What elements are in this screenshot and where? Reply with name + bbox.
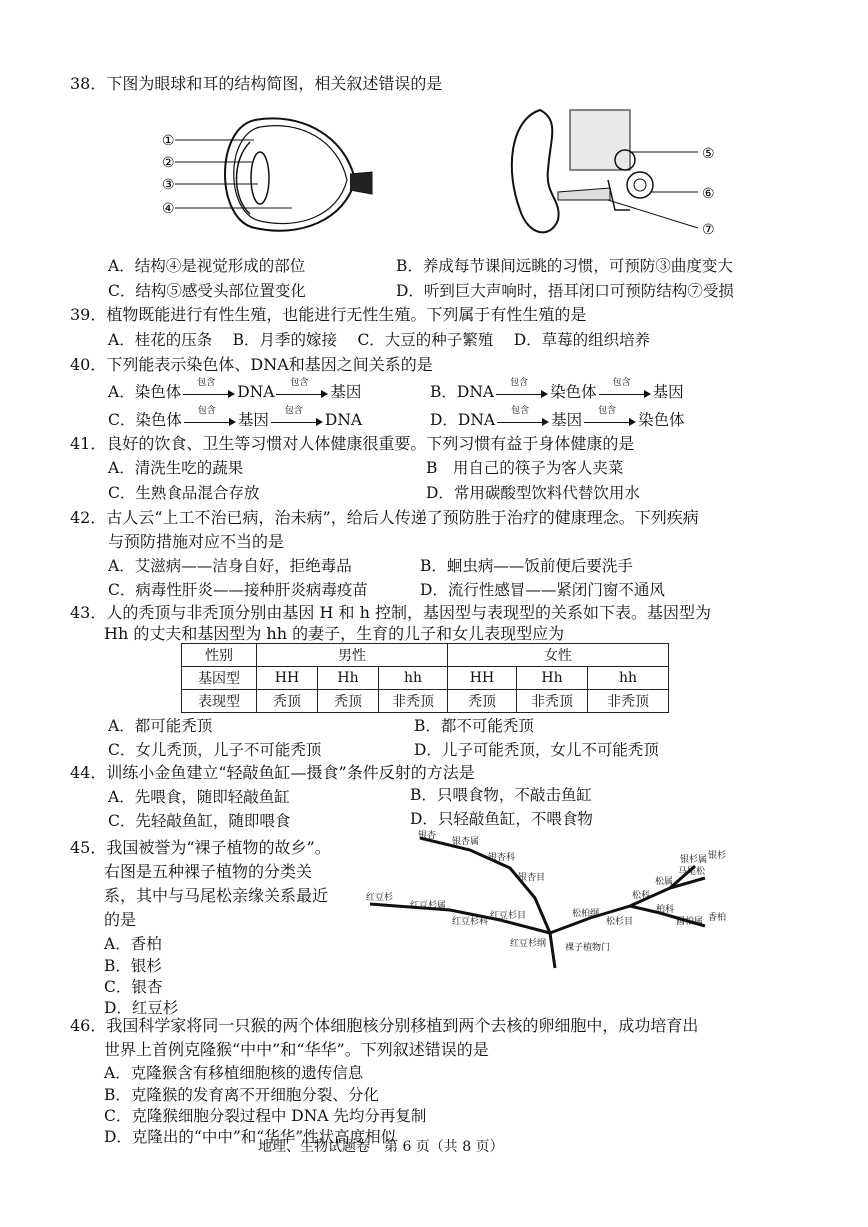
q40-c-left: C．染色体 <box>108 411 182 429</box>
tree-node: 银杏 <box>418 831 437 841</box>
table-cell: Hh <box>517 667 588 690</box>
q40-stem: 40．下列能表示染色体、DNA和基因之间关系的是 <box>70 355 433 374</box>
eye-label-1: ① <box>162 133 175 149</box>
contains-arrow-icon: 包含 <box>599 387 651 399</box>
ear-diagram <box>500 100 740 250</box>
q39-stem: 39．植物既能进行有性生殖，也能进行无性生殖。下列属于有性生殖的是 <box>70 305 587 324</box>
q41-option-c: C．生熟食品混合存放 <box>108 484 260 502</box>
q45-stem-line4: 的是 <box>104 910 137 929</box>
q40-option-a <box>108 378 362 402</box>
gymnosperm-tree-diagram <box>360 828 740 978</box>
q46-option-c: C．克隆猴细胞分裂过程中 DNA 先均分再复制 <box>104 1107 427 1125</box>
eye-label-3: ③ <box>162 177 175 193</box>
q41-option-b: B 用自己的筷子为客人夹菜 <box>426 459 624 477</box>
q46-option-d: D．克隆出的“中中”和“华华”性状高度相似 <box>104 1128 397 1146</box>
page-footer: 地理、生物试题卷 第 6 页（共 8 页） <box>258 1139 504 1155</box>
q44-option-a: A．先喂食，随即轻敲鱼缸 <box>108 788 290 806</box>
q43-option-b: B．都不可能秃顶 <box>414 717 534 735</box>
table-cell: hh <box>588 667 669 690</box>
q40-option-b <box>430 378 684 402</box>
q42-stem-line2: 与预防措施对应不当的是 <box>108 532 285 551</box>
table-row <box>182 644 669 667</box>
table-cell: hh <box>379 667 448 690</box>
q38-option-b: B．养成每节课间远眺的习惯，可预防③曲度变大 <box>396 257 733 275</box>
q40-d-left: D．DNA <box>430 411 496 429</box>
q38-option-c: C．结构⑤感受头部位置变化 <box>108 282 306 300</box>
q40-c-mid: 基因 <box>237 411 269 429</box>
table-cell: 秃顶 <box>318 690 379 713</box>
table-header-phenotype: 表现型 <box>182 690 257 713</box>
table-cell: 非秃顶 <box>517 690 588 713</box>
q40-a-left: A．染色体 <box>108 383 182 401</box>
q45-stem-line2: 右图是五种裸子植物的分类关 <box>104 862 313 881</box>
tree-node: 香柏 <box>708 913 727 923</box>
tree-node: 红豆杉纲 <box>510 939 547 949</box>
tree-node: 马尾松 <box>678 867 706 877</box>
tree-node: 红豆杉属 <box>410 901 447 911</box>
q44-option-c: C．先轻敲鱼缸，随即喂食 <box>108 812 291 830</box>
q45-option-a: A．香柏 <box>104 935 162 953</box>
contains-arrow-icon: 包含 <box>183 387 235 399</box>
q44-option-b: B．只喂食物，不敲击鱼缸 <box>410 786 592 804</box>
table-row <box>182 690 669 713</box>
table-cell: 秃顶 <box>448 690 517 713</box>
table-cell: HH <box>257 667 318 690</box>
q45-stem-line3: 系，其中与马尾松亲缘关系最近 <box>104 886 329 905</box>
q38-option-d: D．听到巨大声响时，捂耳闭口可预防结构⑦受损 <box>396 282 734 300</box>
table-header-female: 女性 <box>448 644 669 667</box>
q46-option-b: B．克隆猴的发育离不开细胞分裂、分化 <box>104 1086 379 1104</box>
eye-label-4: ④ <box>162 201 175 217</box>
q40-c-right: DNA <box>324 411 363 429</box>
table-header-genotype: 基因型 <box>182 667 257 690</box>
table-header-male: 男性 <box>257 644 448 667</box>
q38-stem: 38．下图为眼球和耳的结构简图，相关叙述错误的是 <box>70 74 443 93</box>
tree-node: 红豆杉科 <box>452 917 489 927</box>
q40-b-right: 基因 <box>652 383 684 401</box>
q40-a-right: 基因 <box>330 383 362 401</box>
tree-node: 银杉 <box>708 851 727 861</box>
contains-arrow-icon: 包含 <box>496 387 548 399</box>
q44-stem: 44．训练小金鱼建立“轻敲鱼缸—摄食”条件反射的方法是 <box>70 763 475 782</box>
q40-option-d <box>430 406 685 430</box>
q40-a-mid: DNA <box>237 383 275 401</box>
q43-option-c: C．女儿秃顶，儿子不可能秃顶 <box>108 741 322 759</box>
q43-stem-line1: 43．人的秃顶与非秃顶分别由基因 H 和 h 控制，基因型与表现型的关系如下表。基因型为 <box>70 603 711 622</box>
contains-arrow-icon: 包含 <box>271 415 323 427</box>
table-cell: 非秃顶 <box>379 690 448 713</box>
q43-option-a: A．都可能秃顶 <box>108 717 213 735</box>
q41-stem: 41．良好的饮食、卫生等习惯对人体健康很重要。下列习惯有益于身体健康的是 <box>70 434 635 453</box>
q42-option-b: B．蛔虫病——饭前便后要洗手 <box>420 557 633 575</box>
tree-node: 银杏目 <box>518 873 546 883</box>
q42-option-d: D．流行性感冒——紧闭门窗不通风 <box>420 581 665 599</box>
tree-node: 松柏纲 <box>572 909 600 919</box>
q40-d-right: 染色体 <box>638 411 685 429</box>
q42-stem-line1: 42．古人云“上工不治已病，治未病”，给后人传递了预防胜于治疗的健康理念。下列疾病 <box>70 508 699 527</box>
q39-options: A．桂花的压条 B．月季的嫁接 C．大豆的种子繁殖 D．草莓的组织培养 <box>108 331 651 349</box>
q40-d-mid: 基因 <box>551 411 583 429</box>
eye-diagram <box>160 100 390 250</box>
q46-stem-line1: 46．我国科学家将同一只猴的两个体细胞核分别移植到两个去核的卵细胞中，成功培育出 <box>70 1016 699 1035</box>
ear-label-5: ⑤ <box>702 146 715 162</box>
q40-option-c <box>108 406 363 430</box>
contains-arrow-icon: 包含 <box>497 415 549 427</box>
tree-node: 松杉目 <box>606 917 634 927</box>
q41-option-d: D．常用碳酸型饮料代替饮用水 <box>426 484 640 502</box>
q42-option-a: A．艾滋病——洁身自好，拒绝毒品 <box>108 557 352 575</box>
contains-arrow-icon: 包含 <box>184 415 236 427</box>
table-cell: 秃顶 <box>257 690 318 713</box>
q46-stem-line2: 世界上首例克隆猴“中中”和“华华”。下列叙述错误的是 <box>104 1040 489 1059</box>
table-header-sex: 性别 <box>182 644 257 667</box>
tree-node: 银杏科 <box>488 853 516 863</box>
tree-node: 松科 <box>632 891 651 901</box>
tree-node: 松属 <box>655 877 674 887</box>
q43-stem-line2: Hh 的丈夫和基因型为 hh 的妻子，生育的儿子和女儿表现型应为 <box>104 624 565 643</box>
table-cell: HH <box>448 667 517 690</box>
tree-node: 银杉属 <box>680 855 708 865</box>
q43-option-d: D．儿子可能秃顶，女儿不可能秃顶 <box>414 741 659 759</box>
q45-option-c: C．银杏 <box>104 978 163 996</box>
q44-option-d: D．只轻敲鱼缸，不喂食物 <box>410 810 593 828</box>
tree-node: 柏科 <box>656 905 675 915</box>
q38-option-a: A．结构④是视觉形成的部位 <box>108 257 306 275</box>
tree-root: 裸子植物门 <box>565 943 611 953</box>
tree-node: 银杏属 <box>452 837 480 847</box>
genotype-table <box>181 643 669 713</box>
q46-option-a: A．克隆猴含有移植细胞核的遗传信息 <box>104 1064 364 1082</box>
tree-node: 红豆杉 <box>366 893 394 903</box>
q45-option-d: D．红豆杉 <box>104 999 179 1017</box>
q45-option-b: B．银杉 <box>104 957 162 975</box>
ear-label-7: ⑦ <box>702 222 715 238</box>
tree-node: 圆柏属 <box>676 917 704 927</box>
contains-arrow-icon: 包含 <box>276 387 328 399</box>
tree-node: 红豆杉目 <box>490 911 527 921</box>
eye-label-2: ② <box>162 155 175 171</box>
ear-label-6: ⑥ <box>702 186 715 202</box>
contains-arrow-icon: 包含 <box>584 415 636 427</box>
table-cell: 非秃顶 <box>588 690 669 713</box>
table-row <box>182 667 669 690</box>
q45-stem-line1: 45．我国被誉为“裸子植物的故乡”。 <box>70 838 331 857</box>
q41-option-a: A．清洗生吃的蔬果 <box>108 459 244 477</box>
q40-b-left: B．DNA <box>430 383 495 401</box>
q40-b-mid: 染色体 <box>550 383 597 401</box>
q42-option-c: C．病毒性肝炎——接种肝炎病毒疫苗 <box>108 581 368 599</box>
table-cell: Hh <box>318 667 379 690</box>
